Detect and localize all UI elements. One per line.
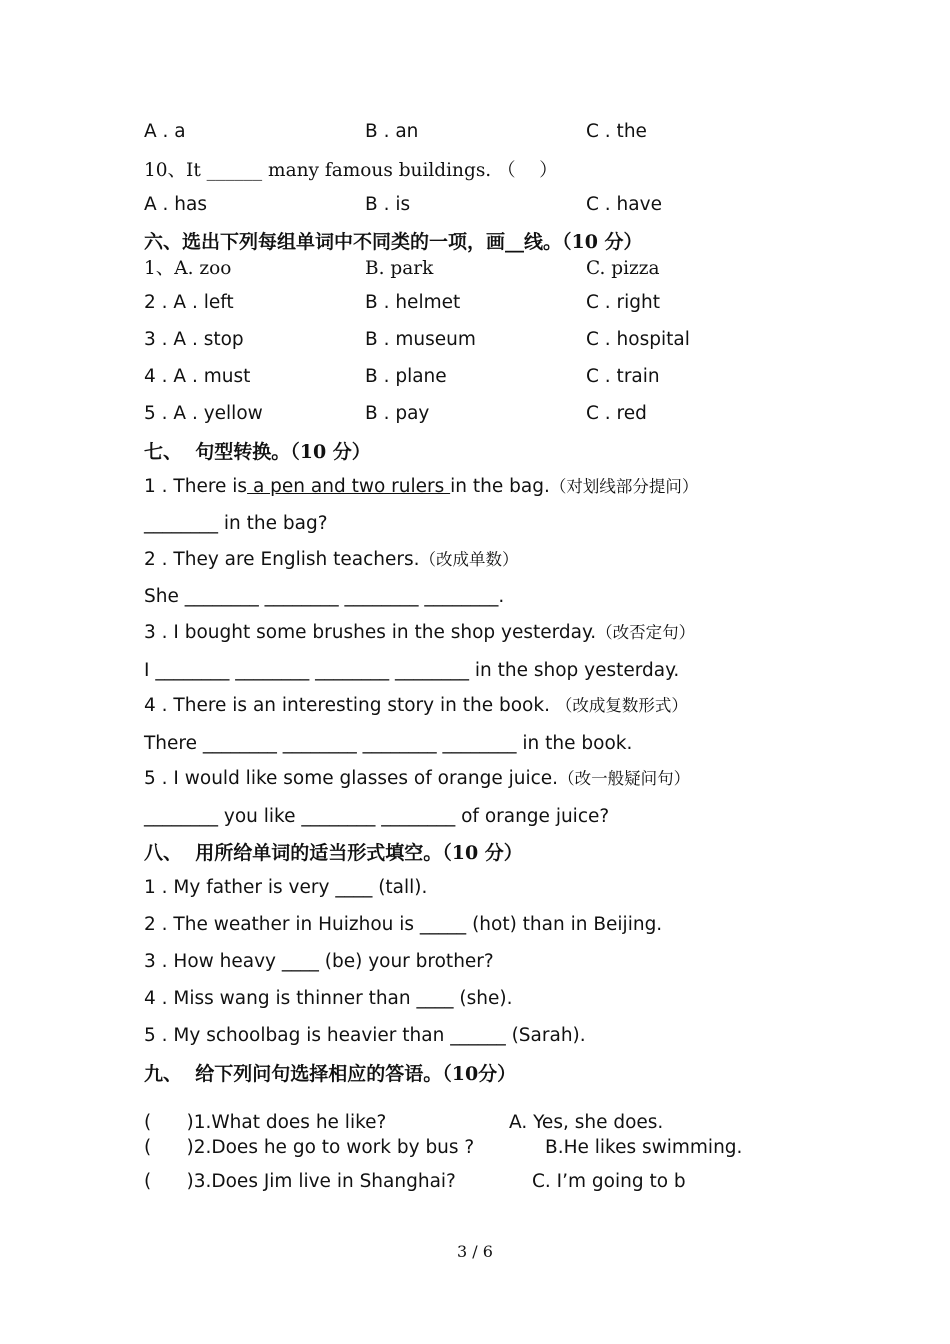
sec6-row-2-a: 2 . A . left (144, 292, 234, 313)
section-6-heading: 六、选出下列每组单词中不同类的一项，画__线。（10 分） (144, 231, 643, 253)
sec6-row-3-b: B . museum (365, 329, 476, 350)
sec8-item-2: 2 . The weather in Huizhou is _____ (hot) than in Beijing. (144, 914, 663, 935)
sec7-q2-note: （改成单数） (419, 550, 519, 569)
sec9-q3: ( )3.Does Jim live in Shanghai? (144, 1171, 456, 1192)
sec9-q1: ( )1.What does he like? (144, 1112, 387, 1133)
sec8-item-3: 3 . How heavy ____ (be) your brother? (144, 951, 494, 972)
sec7-q1-note: （对划线部分提问） (549, 477, 699, 496)
sec7-q4-note: （改成复数形式） (555, 696, 688, 715)
q10-option-c: C . have (586, 194, 662, 215)
sec6-row-2-c: C . right (586, 292, 661, 313)
q10-option-a: A . has (144, 194, 207, 215)
sec6-row-2-b: B . helmet (365, 292, 461, 313)
sec8-item-1: 1 . My father is very ____ (tall). (144, 877, 428, 898)
sec7-q2-answer: She ________ ________ ________ ________. (144, 586, 505, 607)
q9-option-a: A . a (144, 121, 186, 142)
sec7-q5-note: （改一般疑问句） (558, 769, 691, 788)
sec6-row-1-b: B. park (365, 258, 434, 279)
sec7-q4-text: 4 . There is an interesting story in the book. (144, 695, 556, 716)
sec6-row-4-c: C . train (586, 366, 660, 387)
sec7-q3-text: 3 . I bought some brushes in the shop yesterday. (144, 622, 597, 643)
sec6-row-5-a: 5 . A . yellow (144, 403, 263, 424)
sec7-q5-answer: ________ you like ________ ________ of orange juice? (144, 806, 610, 827)
q10-option-b: B . is (365, 194, 411, 215)
sec9-q2: ( )2.Does he go to work by bus ? (144, 1137, 475, 1158)
sec7-q4 (144, 694, 688, 718)
q10-stem: 10、It ______ many famous buildings. （ ） (144, 160, 558, 181)
sec6-row-1-c: C. pizza (586, 258, 660, 279)
sec6-row-1-a: 1、A. zoo (144, 258, 232, 279)
sec7-q4-answer: There ________ ________ ________ ________ in the book. (144, 733, 633, 754)
section-9-heading: 九、 给下列问句选择相应的答语。（10分） (144, 1063, 517, 1085)
sec7-q1-pre: 1 . There is (144, 476, 248, 497)
sec9-a2: B.He likes swimming. (545, 1137, 743, 1158)
section-7-heading: 七、 句型转换。（10 分） (144, 441, 371, 463)
sec8-item-4: 4 . Miss wang is thinner than ____ (she). (144, 988, 513, 1009)
sec6-row-3-a: 3 . A . stop (144, 329, 244, 350)
sec6-row-4-a: 4 . A . must (144, 366, 251, 387)
sec6-row-5-b: B . pay (365, 403, 430, 424)
sec7-q2-text: 2 . They are English teachers. (144, 549, 420, 570)
q9-option-b: B . an (365, 121, 419, 142)
sec7-q3-answer: I ________ ________ ________ ________ in the shop yesterday. (144, 660, 680, 681)
sec6-row-4-b: B . plane (365, 366, 447, 387)
sec7-q3 (144, 621, 695, 645)
sec7-q1-post: in the bag. (450, 476, 550, 497)
sec6-row-5-c: C . red (586, 403, 647, 424)
q9-option-c: C . the (586, 121, 647, 142)
sec9-a1: A. Yes, she does. (509, 1112, 664, 1133)
sec7-q3-note: （改否定句） (596, 623, 696, 642)
sec6-row-3-c: C . hospital (586, 329, 690, 350)
sec7-q1-underlined: a pen and two rulers (247, 476, 451, 497)
sec7-q2 (144, 548, 519, 572)
sec7-q5 (144, 767, 690, 791)
page-number: 3 / 6 (457, 1242, 493, 1261)
sec9-a3: C. I’m going to b (532, 1171, 686, 1192)
section-8-heading: 八、 用所给单词的适当形式填空。（10 分） (144, 842, 523, 864)
sec8-item-5: 5 . My schoolbag is heavier than ______ (Sarah). (144, 1025, 586, 1046)
sec7-q1 (144, 475, 698, 499)
sec7-q1-answer: ________ in the bag? (144, 513, 328, 534)
sec7-q5-text: 5 . I would like some glasses of orange juice. (144, 768, 559, 789)
